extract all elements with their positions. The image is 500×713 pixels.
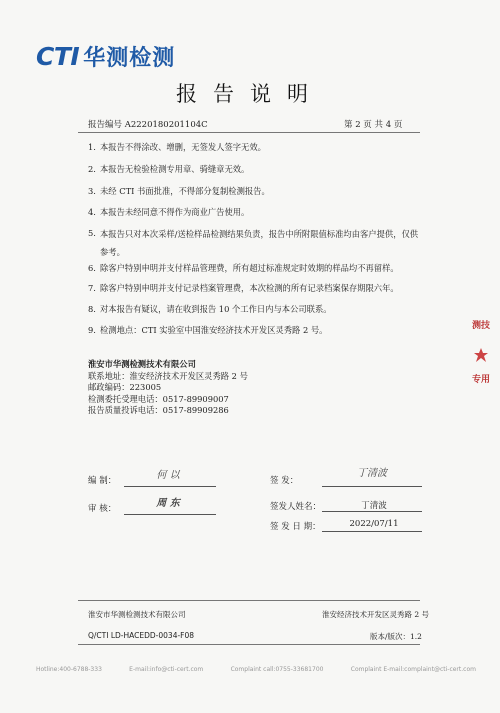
contact-bar <box>36 666 476 673</box>
seal-star-icon <box>474 348 488 362</box>
issue-signature: 丁清波 <box>357 468 387 479</box>
footer-divider-top <box>78 600 420 601</box>
complaint-email: Complaint E-mail:complaint@cti-cert.com <box>350 666 476 673</box>
company-postcode: 邮政编码：223005 <box>88 382 162 392</box>
seal-fragment-bottom: 专用 <box>472 375 491 385</box>
complaint-phone: 报告质量投诉电话：0517-89909286 <box>88 405 229 415</box>
logo-latin: CTI <box>36 42 80 71</box>
logo-chinese: 华测检测 <box>83 46 176 71</box>
complaint-call: Complaint call:0755-33681700 <box>230 666 324 673</box>
issuer-name: 丁清波 <box>361 501 387 511</box>
company-name: 淮安市华测检测技术有限公司 <box>88 359 196 369</box>
issuer-name-line <box>322 511 422 512</box>
company-logo <box>36 41 175 72</box>
page-info: 第 2 页 共 4 页 <box>344 120 403 130</box>
edit-line <box>124 486 216 487</box>
edit-label: 编 制： <box>88 476 117 486</box>
issue-label: 签 发： <box>270 476 299 486</box>
company-contact <box>88 359 248 417</box>
order-phone: 检测委托受理电话：0517-89909007 <box>88 393 229 404</box>
version-info: 版本/版次：1.2 <box>370 632 422 641</box>
email: E-mail:info@cti-cert.com <box>129 666 204 673</box>
seal-fragment-top: 测技 <box>472 321 491 331</box>
issue-line <box>322 486 422 487</box>
edit-signature: 何 以 <box>156 470 180 481</box>
issue-date-label: 签 发 日 期： <box>270 522 321 532</box>
report-page: CTI 华测检测 报告说明 报告编号 A2220180201104C 第 2 页 共 4 页 1. 本报告不得涂改、增删，无签发人签字无效。 2. 本报告无检验检测专用章、骑缝章无效。 3. 未经 CTI 书面批准，不得部分复制检测报告。 4. 本报告未经同意不得作为商业广告使用。 5. 本报告只对本次采样/送检样品检测结果负责，报告中所附限值标准均由客户提供，仅供参考。 6. 除客户特别申明并支付样品管理费，所有超过标准规定时效期的样品均不再留样。 7. 除客户特别申明并支付记录档案管理费，本次检测的所有记录档案保存期限六年。 8. 对本报告有疑议，请在收到报告 10 个工作日内与本公司联系。 9. 检测地点：CTI 实验室中国淮安经济技术开发区灵秀路 2 号。 淮安市华测检测技术有限公司 联系地址：淮安经济技术开发区灵秀路 2 号 邮政编码：223005 检测委托受理电话：0517-89909007 报告质量投诉电话：0517-89909286 编 制： 何 以 审 核： 周 东 签 发： 丁清波 签发人姓名： 丁清波 签 发 日 期： 2022/07/11 淮安市华测检测技术有限公司 淮安经济技术开发区灵秀路 2 号 Q/CTI LD-HACEDD-0034-F08 版本/版次：1.2 Hotline:400-6788-333 E-mail:info@cti-cert.com Complaint call:0755-33681700 Complaint E-mail:complaint@cti-cert.com 测技 专用 <box>0 0 500 713</box>
footer-divider-bottom <box>78 644 420 645</box>
issue-date-line <box>322 531 422 532</box>
issuer-name-label: 签发人姓名： <box>270 502 322 512</box>
document-code: Q/CTI LD-HACEDD-0034-F08 <box>88 631 195 640</box>
footer-address: 淮安经济技术开发区灵秀路 2 号 <box>322 610 430 619</box>
footer-company: 淮安市华测检测技术有限公司 <box>88 610 186 619</box>
review-line <box>124 514 216 515</box>
header-divider <box>78 132 420 133</box>
report-number: 报告编号 A2220180201104C <box>88 120 208 130</box>
review-signature: 周 东 <box>156 498 180 509</box>
company-address: 联系地址：淮安经济技术开发区灵秀路 2 号 <box>88 370 248 381</box>
page-title: 报告说明 <box>176 82 324 106</box>
issue-date: 2022/07/11 <box>349 519 399 529</box>
hotline: Hotline:400-6788-333 <box>36 666 102 673</box>
review-label: 审 核： <box>88 504 117 514</box>
